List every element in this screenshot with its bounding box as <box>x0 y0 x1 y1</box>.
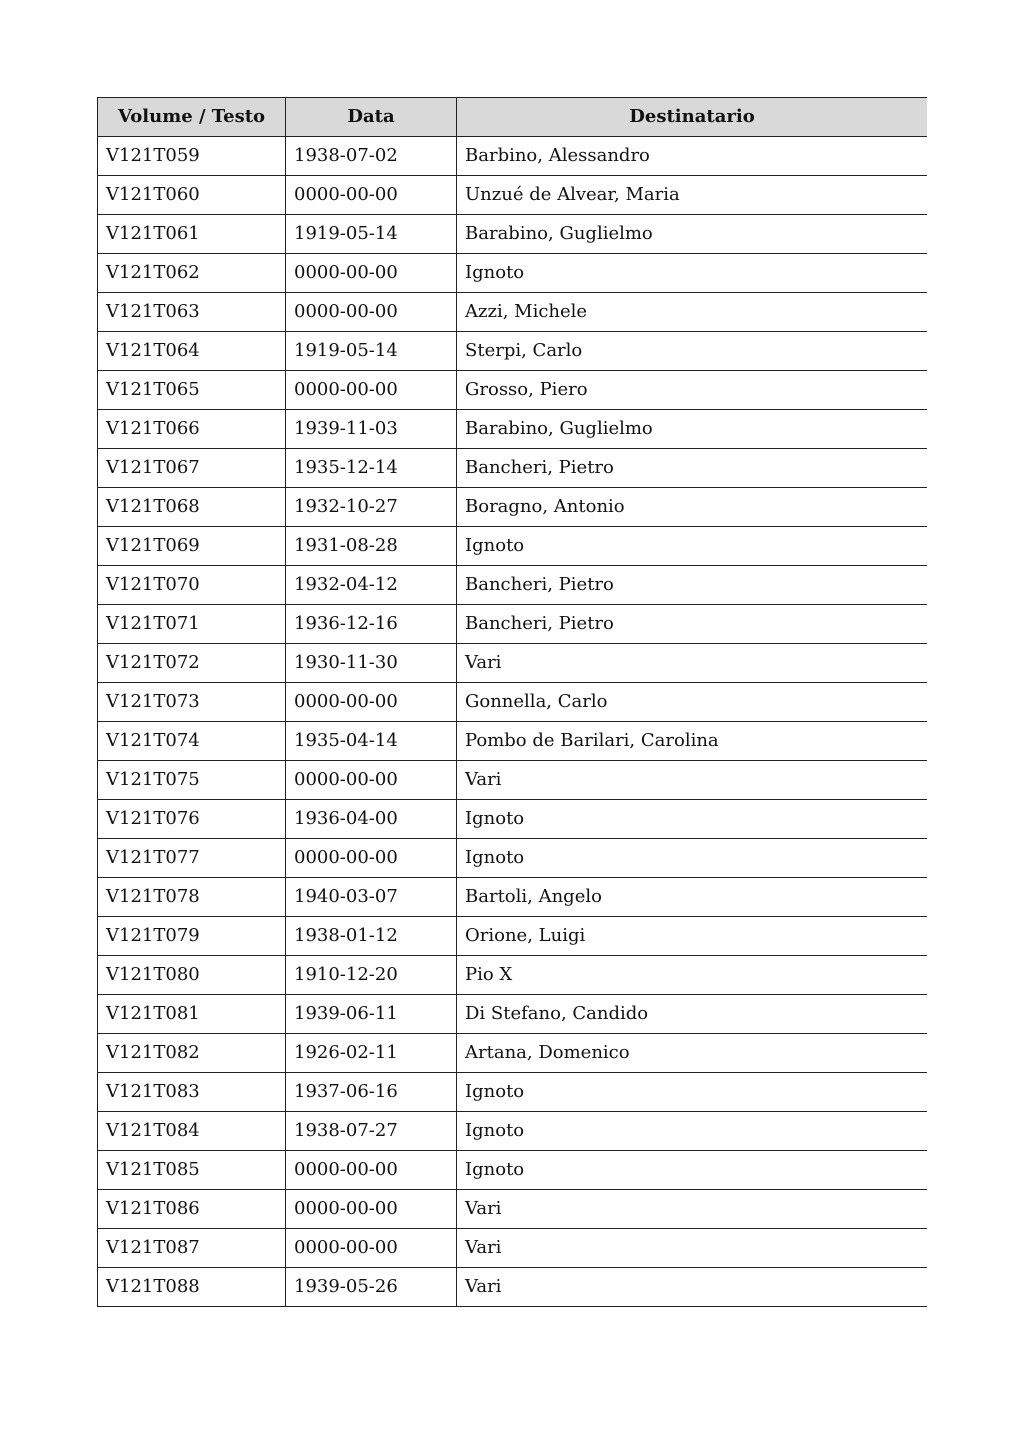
cell-destinatario: Vari <box>457 1268 928 1307</box>
cell-data: 1931-08-28 <box>286 527 457 566</box>
cell-destinatario: Barabino, Guglielmo <box>457 410 928 449</box>
cell-volume-testo: V121T071 <box>98 605 286 644</box>
cell-data: 1936-12-16 <box>286 605 457 644</box>
table-row <box>98 137 928 176</box>
cell-data: 1938-07-02 <box>286 137 457 176</box>
cell-data: 0000-00-00 <box>286 761 457 800</box>
cell-destinatario: Ignoto <box>457 1151 928 1190</box>
header-volume-testo: Volume / Testo <box>98 98 286 137</box>
cell-destinatario: Vari <box>457 761 928 800</box>
table-row <box>98 683 928 722</box>
cell-destinatario: Orione, Luigi <box>457 917 928 956</box>
cell-volume-testo: V121T061 <box>98 215 286 254</box>
cell-destinatario: Vari <box>457 1229 928 1268</box>
table-row <box>98 1190 928 1229</box>
cell-destinatario: Grosso, Piero <box>457 371 928 410</box>
cell-volume-testo: V121T082 <box>98 1034 286 1073</box>
table-row <box>98 254 928 293</box>
cell-destinatario: Ignoto <box>457 1073 928 1112</box>
table-row <box>98 566 928 605</box>
header-destinatario: Destinatario <box>457 98 928 137</box>
table-row <box>98 878 928 917</box>
cell-destinatario: Bancheri, Pietro <box>457 566 928 605</box>
cell-volume-testo: V121T088 <box>98 1268 286 1307</box>
cell-volume-testo: V121T060 <box>98 176 286 215</box>
cell-destinatario: Unzué de Alvear, Maria <box>457 176 928 215</box>
cell-destinatario: Sterpi, Carlo <box>457 332 928 371</box>
table-row <box>98 410 928 449</box>
letters-table <box>97 97 927 1307</box>
cell-data: 1938-07-27 <box>286 1112 457 1151</box>
cell-data: 0000-00-00 <box>286 293 457 332</box>
table-header-row <box>98 98 928 137</box>
cell-volume-testo: V121T084 <box>98 1112 286 1151</box>
cell-volume-testo: V121T069 <box>98 527 286 566</box>
cell-destinatario: Ignoto <box>457 800 928 839</box>
cell-data: 1935-12-14 <box>286 449 457 488</box>
cell-data: 1932-04-12 <box>286 566 457 605</box>
cell-volume-testo: V121T074 <box>98 722 286 761</box>
cell-destinatario: Ignoto <box>457 527 928 566</box>
table-row <box>98 839 928 878</box>
cell-destinatario: Ignoto <box>457 839 928 878</box>
cell-volume-testo: V121T087 <box>98 1229 286 1268</box>
cell-destinatario: Pombo de Barilari, Carolina <box>457 722 928 761</box>
cell-volume-testo: V121T085 <box>98 1151 286 1190</box>
table-row <box>98 1229 928 1268</box>
cell-volume-testo: V121T072 <box>98 644 286 683</box>
cell-destinatario: Pio X <box>457 956 928 995</box>
cell-volume-testo: V121T067 <box>98 449 286 488</box>
cell-data: 1939-11-03 <box>286 410 457 449</box>
cell-data: 0000-00-00 <box>286 839 457 878</box>
cell-data: 1919-05-14 <box>286 332 457 371</box>
table-row <box>98 956 928 995</box>
table-row <box>98 917 928 956</box>
cell-volume-testo: V121T080 <box>98 956 286 995</box>
cell-data: 0000-00-00 <box>286 1151 457 1190</box>
cell-data: 1940-03-07 <box>286 878 457 917</box>
table-row <box>98 605 928 644</box>
cell-destinatario: Azzi, Michele <box>457 293 928 332</box>
cell-volume-testo: V121T070 <box>98 566 286 605</box>
cell-data: 0000-00-00 <box>286 176 457 215</box>
cell-volume-testo: V121T077 <box>98 839 286 878</box>
table-row <box>98 176 928 215</box>
cell-destinatario: Bancheri, Pietro <box>457 449 928 488</box>
cell-destinatario: Barbino, Alessandro <box>457 137 928 176</box>
cell-data: 0000-00-00 <box>286 1229 457 1268</box>
cell-destinatario: Di Stefano, Candido <box>457 995 928 1034</box>
cell-data: 0000-00-00 <box>286 254 457 293</box>
cell-volume-testo: V121T062 <box>98 254 286 293</box>
cell-destinatario: Vari <box>457 1190 928 1229</box>
cell-data: 1936-04-00 <box>286 800 457 839</box>
cell-volume-testo: V121T081 <box>98 995 286 1034</box>
cell-data: 1939-05-26 <box>286 1268 457 1307</box>
table-row <box>98 1151 928 1190</box>
cell-destinatario: Artana, Domenico <box>457 1034 928 1073</box>
cell-data: 1932-10-27 <box>286 488 457 527</box>
cell-volume-testo: V121T073 <box>98 683 286 722</box>
table-row <box>98 527 928 566</box>
table-row <box>98 332 928 371</box>
cell-volume-testo: V121T079 <box>98 917 286 956</box>
table-row <box>98 215 928 254</box>
table-row <box>98 1268 928 1307</box>
header-data: Data <box>286 98 457 137</box>
cell-data: 1938-01-12 <box>286 917 457 956</box>
table-row <box>98 1034 928 1073</box>
table-row <box>98 995 928 1034</box>
cell-destinatario: Barabino, Guglielmo <box>457 215 928 254</box>
cell-destinatario: Ignoto <box>457 1112 928 1151</box>
cell-destinatario: Gonnella, Carlo <box>457 683 928 722</box>
table-body <box>98 137 928 1307</box>
cell-volume-testo: V121T066 <box>98 410 286 449</box>
cell-destinatario: Bartoli, Angelo <box>457 878 928 917</box>
table-row <box>98 761 928 800</box>
table-row <box>98 644 928 683</box>
cell-volume-testo: V121T076 <box>98 800 286 839</box>
cell-destinatario: Boragno, Antonio <box>457 488 928 527</box>
cell-volume-testo: V121T064 <box>98 332 286 371</box>
cell-data: 1939-06-11 <box>286 995 457 1034</box>
letters-table-container <box>97 97 927 1312</box>
table-row <box>98 488 928 527</box>
table-row <box>98 371 928 410</box>
cell-destinatario: Ignoto <box>457 254 928 293</box>
cell-volume-testo: V121T059 <box>98 137 286 176</box>
cell-data: 1930-11-30 <box>286 644 457 683</box>
cell-data: 1919-05-14 <box>286 215 457 254</box>
cell-volume-testo: V121T083 <box>98 1073 286 1112</box>
cell-volume-testo: V121T075 <box>98 761 286 800</box>
table-row <box>98 722 928 761</box>
cell-data: 0000-00-00 <box>286 1190 457 1229</box>
cell-data: 1910-12-20 <box>286 956 457 995</box>
cell-data: 1926-02-11 <box>286 1034 457 1073</box>
cell-volume-testo: V121T068 <box>98 488 286 527</box>
cell-destinatario: Bancheri, Pietro <box>457 605 928 644</box>
cell-destinatario: Vari <box>457 644 928 683</box>
cell-data: 0000-00-00 <box>286 371 457 410</box>
cell-volume-testo: V121T063 <box>98 293 286 332</box>
table-row <box>98 800 928 839</box>
cell-volume-testo: V121T078 <box>98 878 286 917</box>
cell-volume-testo: V121T065 <box>98 371 286 410</box>
cell-volume-testo: V121T086 <box>98 1190 286 1229</box>
table-row <box>98 293 928 332</box>
table-row <box>98 449 928 488</box>
cell-data: 1935-04-14 <box>286 722 457 761</box>
cell-data: 0000-00-00 <box>286 683 457 722</box>
table-row <box>98 1073 928 1112</box>
table-row <box>98 1112 928 1151</box>
cell-data: 1937-06-16 <box>286 1073 457 1112</box>
